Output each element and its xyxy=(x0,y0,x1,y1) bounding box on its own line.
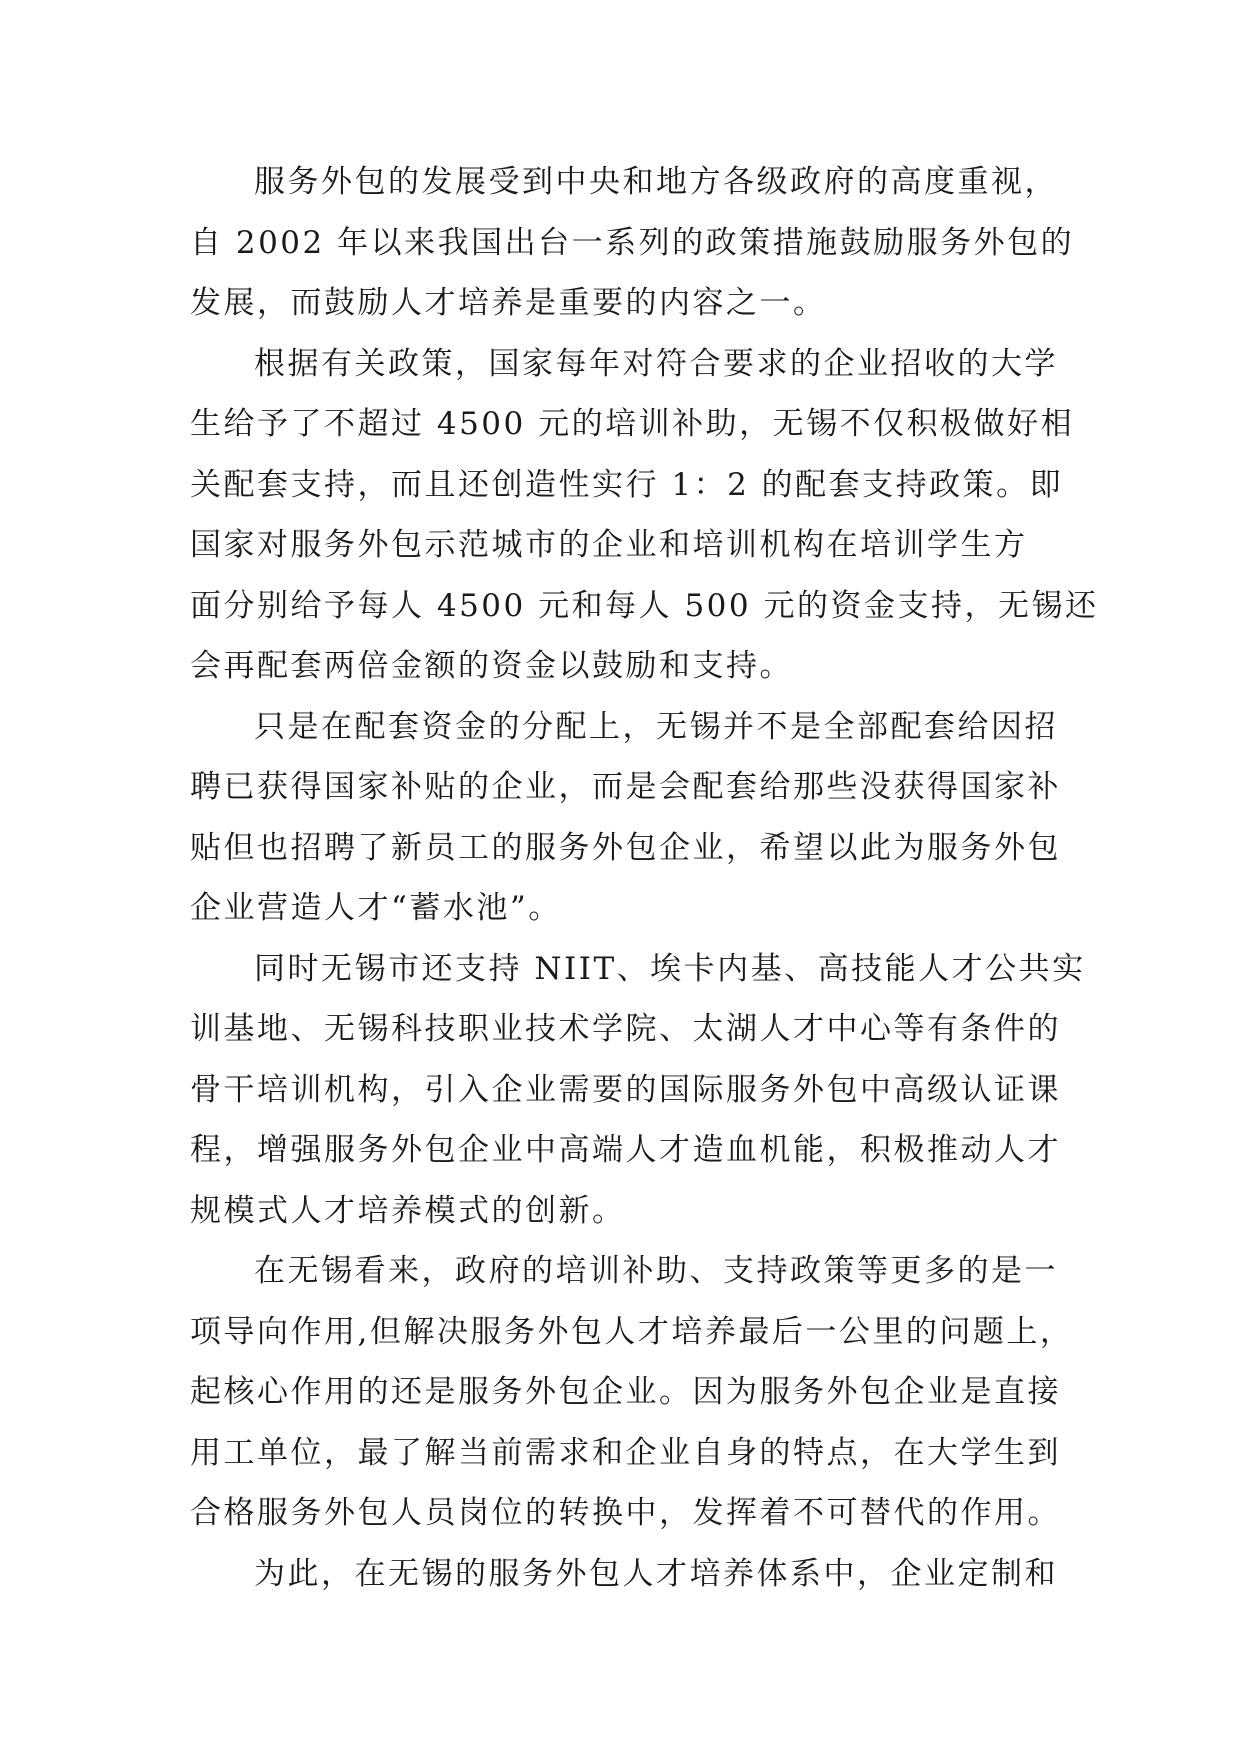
text-line: 合格服务外包人员岗位的转换中，发挥着不可替代的作用。 xyxy=(190,1495,1061,1531)
text-line: 企业营造人才“蓄水池”。 xyxy=(190,890,562,926)
text-line: 在无锡看来，政府的培训补助、支持政策等更多的是一 xyxy=(254,1253,1058,1289)
text-line: 根据有关政策，国家每年对符合要求的企业招收的大学 xyxy=(254,345,1058,382)
text-line: 发展，而鼓励人才培养是重要的内容之一。 xyxy=(190,285,827,321)
text-line: 只是在配套资金的分配上，无锡并不是全部配套给因招 xyxy=(254,708,1058,745)
text-line: 用工单位，最了解当前需求和企业自身的特点，在大学生到 xyxy=(190,1434,1061,1471)
text-line: 自 2002 年以来我国出台一系列的政策措施鼓励服务外包的 xyxy=(190,224,1075,261)
text-line: 服务外包的发展受到中央和地方各级政府的高度重视， xyxy=(254,164,1058,200)
text-line: 骨干培训机构，引入企业需要的国际服务外包中高级认证课 xyxy=(190,1071,1061,1108)
text-line: 会再配套两倍金额的资金以鼓励和支持。 xyxy=(190,648,793,684)
body-text xyxy=(190,152,1099,1604)
text-line: 国家对服务外包示范城市的企业和培训机构在培训学生方 xyxy=(190,527,1028,563)
text-line: 面分别给予每人 4500 元和每人 500 元的资金支持，无锡还 xyxy=(190,587,1099,624)
text-line: 聘已获得国家补贴的企业，而是会配套给那些没获得国家补 xyxy=(190,769,1061,805)
text-line: 为此，在无锡的服务外包人才培养体系中，企业定制和 xyxy=(254,1555,1058,1592)
text-line: 项导向作用,但解决服务外包人才培养最后一公里的问题上， xyxy=(190,1313,1074,1350)
text-line: 生给予了不超过 4500 元的培训补助，无锡不仅积极做好相 xyxy=(190,406,1075,442)
text-line: 起核心作用的还是服务外包企业。因为服务外包企业是直接 xyxy=(190,1374,1061,1410)
text-line: 程，增强服务外包企业中高端人才造血机能，积极推动人才 xyxy=(190,1132,1061,1168)
text-line: 训基地、无锡科技职业技术学院、太湖人才中心等有条件的 xyxy=(190,1011,1061,1047)
text-line: 贴但也招聘了新员工的服务外包企业，希望以此为服务外包 xyxy=(190,829,1061,866)
text-line: 关配套支持，而且还创造性实行 1：2 的配套支持政策。即 xyxy=(190,466,1064,503)
text-line: 同时无锡市还支持 NIIT、埃卡内基、高技能人才公共实 xyxy=(254,950,1086,987)
text-line: 规模式人才培养模式的创新。 xyxy=(190,1192,626,1229)
